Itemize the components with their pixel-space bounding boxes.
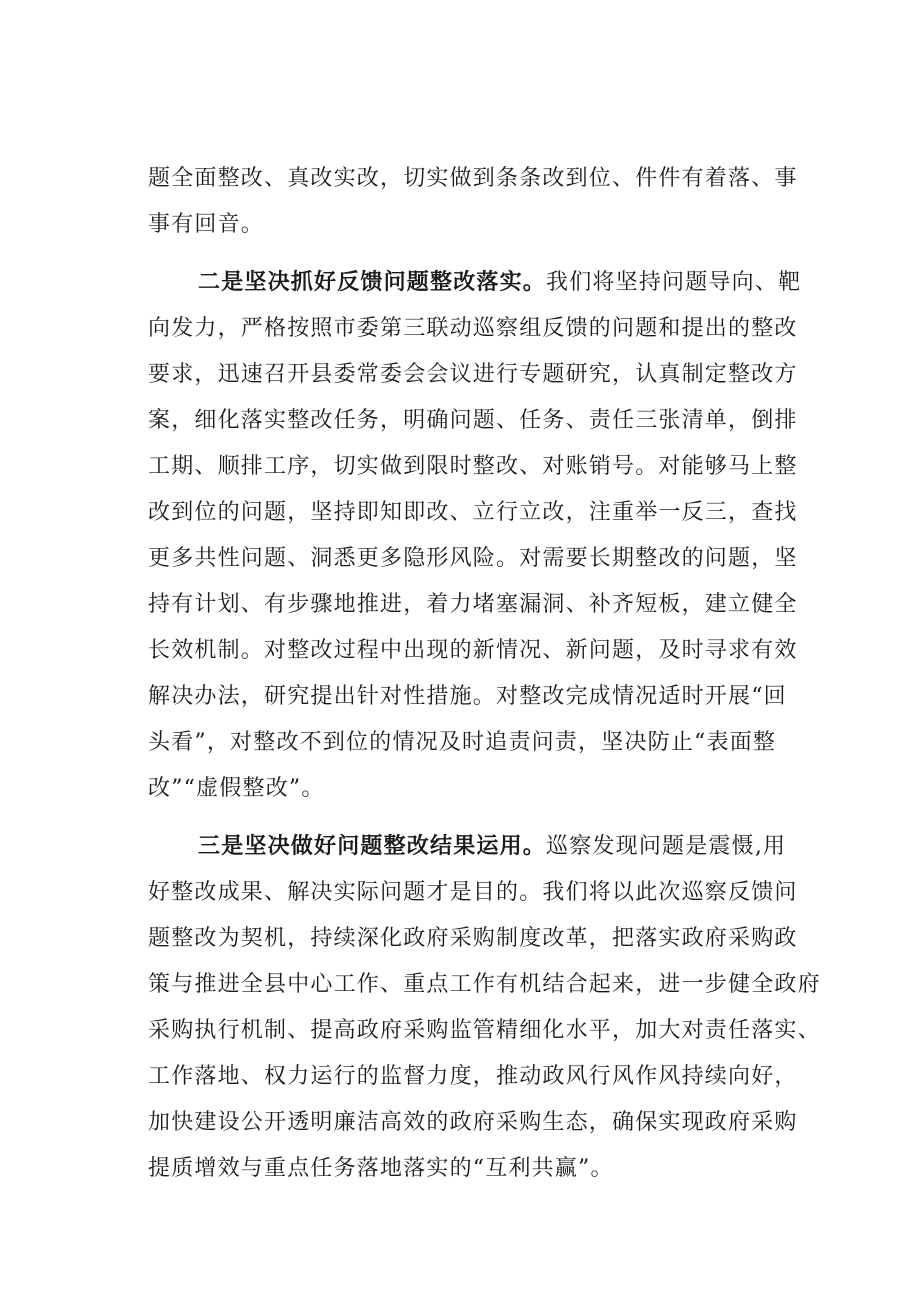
text-line: 改”“虚假整改”。 (148, 776, 325, 801)
text-line: 解决办法，研究提出针对性措施。对整改完成情况适时开展“回 (148, 684, 787, 709)
text-line: 改到位的问题，坚持即知即改、立行立改，注重举一反三，查找 (148, 500, 798, 525)
text-line: 更多共性问题、洞悉更多隐形风险。对需要长期整改的问题，坚 (148, 546, 798, 571)
text-line (148, 260, 808, 306)
text-line: 长效机制。对整改过程中出现的新情况、新问题，及时寻求有效 (148, 638, 798, 663)
text-line (148, 824, 808, 870)
text-fragment: 巡察发现问题是震慑,用 (546, 834, 787, 859)
text-line: 工作落地、权力运行的监督力度，推动政风行风作风持续向好， (148, 1064, 798, 1089)
paragraph-heading: 三是坚决做好问题整改结果运用。 (198, 834, 547, 859)
paragraph-2 (148, 260, 808, 812)
text-line: 题全面整改、真改实改，切实做到条条改到位、件件有着落、事 (148, 166, 798, 191)
text-line: 持有计划、有步骤地推进，着力堵塞漏洞、补齐短板，建立健全 (148, 592, 798, 617)
text-line: 好整改成果、解决实际问题才是目的。我们将以此次巡察反馈问 (148, 880, 798, 905)
text-line: 提质增效与重点任务落地落实的“互利共赢”。 (148, 1156, 614, 1181)
text-fragment: 我们将坚持问题导向、靶 (546, 270, 802, 295)
paragraph-1 (148, 156, 808, 248)
paragraph-3 (148, 824, 821, 1192)
text-line: 题整改为契机，持续深化政府采购制度改革，把落实政府采购政 (148, 926, 798, 951)
text-line: 向发力，严格按照市委第三联动巡察组反馈的问题和提出的整改 (148, 316, 798, 341)
text-line: 案，细化落实整改任务，明确问题、任务、责任三张清单，倒排 (148, 408, 798, 433)
text-line: 头看”，对整改不到位的情况及时追责问责，坚决防止“表面整 (148, 730, 777, 755)
text-line: 加快建设公开透明廉洁高效的政府采购生态，确保实现政府采购 (148, 1110, 798, 1135)
text-line: 工期、顺排工序，切实做到限时整改、对账销号。对能够马上整 (148, 454, 798, 479)
document-body (148, 156, 821, 1192)
text-line: 要求，迅速召开县委常委会会议进行专题研究，认真制定整改方 (148, 362, 798, 387)
text-line: 采购执行机制、提高政府采购监管精细化水平，加大对责任落实、 (148, 1018, 821, 1043)
text-line: 策与推进全县中心工作、重点工作有机结合起来，进一步健全政府 (148, 972, 821, 997)
paragraph-heading: 二是坚决抓好反馈问题整改落实。 (198, 270, 547, 295)
text-line: 事有回音。 (148, 212, 265, 237)
